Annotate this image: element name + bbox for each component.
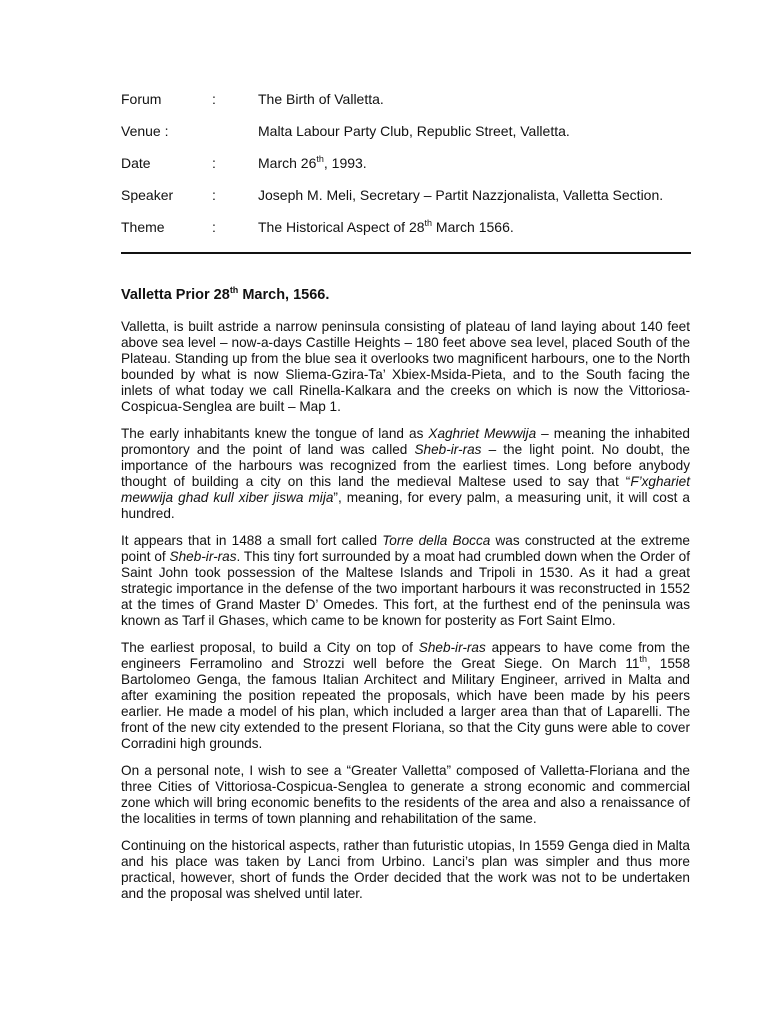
italic-term: Sheb-ir-ras (169, 549, 237, 564)
text-run: was constructed at the extreme point of (121, 533, 690, 564)
section-heading (121, 287, 329, 303)
meta-label: Theme (121, 219, 165, 235)
text-run: , 1558 Bartolomeo Genga, the famous Italian Architect and Military Engineer, arrived in Malta and after examining the position repeated the proposals, which have been made by his peers earlier. He made a model of his plan, which included a larger area than that of Laparelli. The front of the new city extended to the present Floriana, so that the City guns were able to cover Corradini high grounds. (121, 656, 690, 751)
text-run: ”, meaning, for every palm, a measuring unit, it will cost a hundred. (121, 490, 690, 521)
horizontal-divider (121, 252, 691, 254)
paragraph-5: On a personal note, I wish to see a “Greater Valletta” composed of Valletta-Floriana and the three Cities of Vittoriosa-Cospicua-Senglea to generate a strong economic and commercial zone which will bring economic benefits to the residents of the area and also a renaissance of the localities in terms of town planning and rehabilitation of the same. (121, 763, 690, 826)
italic-term: Torre della Bocca (382, 533, 491, 548)
superscript: th (316, 154, 324, 164)
meta-colon: : (212, 219, 216, 235)
italic-term: Sheb-ir-ras (418, 640, 486, 655)
text-run: The earliest proposal, to build a City on top of (121, 640, 419, 655)
paragraph-4 (121, 640, 690, 752)
meta-value (258, 219, 514, 235)
superscript: th (424, 218, 433, 228)
text-run: It appears that in 1488 a small fort called (121, 533, 383, 548)
meta-colon: : (212, 155, 216, 171)
meta-value: Joseph M. Meli, Secretary – Partit Nazzjonalista, Valletta Section. (258, 187, 664, 203)
italic-term: Xaghriet Mewwija (428, 426, 537, 441)
paragraph-1: Valletta, is built astride a narrow peninsula consisting of plateau of land laying about 140 feet above sea level – now-a-days Castille Heights – 180 feet above sea level, placed South of the Plateau. Standing up from the blue sea it overlooks two magnificent harbours, one to the North bounded by what is now Sliema-Gzira-Ta’ Xbiex-Msida-Pieta, and to the South facing the inlets of what today we call Rinella-Kalkara and the creeks on which is now the Vittoriosa-Cospicua-Senglea are built – Map 1. (121, 319, 690, 414)
paragraph-6: Continuing on the historical aspects, rather than futuristic utopias, In 1559 Genga died in Malta and his place was taken by Lanci from Urbino. Lanci’s plan was simpler and thus more practical, however, short of funds the Order decided that the work was not to be undertaken and the proposal was shelved until later. (121, 838, 690, 901)
text-run: – meaning the inhabited promontory and the point of land was called (121, 426, 690, 457)
text-run: – the light point. No doubt, the importance of the harbours was recognized from the earliest times. Long before anybody thought of building a city on this land the medieval Maltese used to say that “ (121, 442, 690, 489)
superscript: th (229, 285, 239, 295)
heading-text: Valletta Prior 28 (121, 287, 230, 303)
meta-label: Speaker (121, 187, 174, 203)
meta-colon: : (212, 187, 216, 203)
meta-value: The Birth of Valletta. (258, 91, 384, 107)
meta-value: Malta Labour Party Club, Republic Street, Valletta. (258, 123, 570, 139)
meta-label: Date (121, 155, 151, 171)
italic-term: Sheb-ir-ras (414, 442, 482, 457)
meta-value (258, 155, 367, 171)
meta-label: Forum (121, 91, 162, 107)
meta-value-text: The Historical Aspect of 28 (258, 219, 425, 235)
meta-value-text: March 26 (258, 155, 317, 171)
meta-label: Venue : (121, 123, 169, 139)
paragraph-2 (121, 426, 690, 522)
paragraph-3 (121, 533, 690, 629)
heading-text: March, 1566. (238, 287, 330, 303)
italic-quote: F’xghariet mewwija ghad kull xiber jiswa mija (121, 474, 690, 505)
text-run: . This tiny fort surrounded by a moat had crumbled down when the Order of Saint John took possession of the Maltese Islands and Tripoli in 1530. As it had a great strategic importance in the defense of the two important harbours it was reconstructed in 1552 at the times of Grand Master D’ Omedes. This fort, at the furthest end of the peninsula was known as Tarf il Ghases, which came to be known for posterity as Fort Saint Elmo. (121, 549, 690, 628)
superscript: th (639, 654, 648, 664)
text-run: appears to have come from the engineers Ferramolino and Strozzi well before the Great Siege. On March 11 (121, 640, 690, 671)
text-run: The early inhabitants knew the tongue of land as (121, 426, 429, 441)
meta-value-text: , 1993. (323, 155, 367, 171)
meta-value-text: March 1566. (432, 219, 514, 235)
meta-colon: : (212, 91, 216, 107)
body-text (121, 319, 690, 913)
